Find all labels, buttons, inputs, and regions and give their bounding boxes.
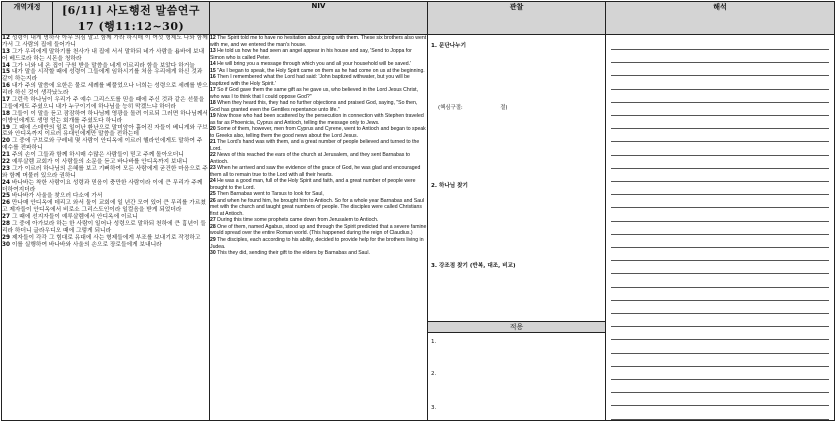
korean-verse-text: 만나매 안디옥에 데리고 와서 둘이 교회에 일 년간 모여 있어 큰 무리를 가르쳤고 제자들이 안디옥에서 비로소 그리스도인이라 일컬음을 받게 되었더라 <box>2 200 206 214</box>
niv-verse-text: He told us how he had seen an angel appear in his house and say, 'Send to Joppa for Simon who is called Peter. <box>210 48 412 61</box>
korean-verse-number: 26 <box>2 200 11 207</box>
niv-verse-text: This they did, sending their gift to the elders by Barnabas and Saul. <box>217 250 370 257</box>
korean-verse-number: 20 <box>2 138 11 145</box>
niv-verse-number: 19 <box>210 113 216 120</box>
writing-line <box>611 273 829 274</box>
niv-text-column <box>210 35 428 421</box>
application-item-2: 2. <box>431 371 437 377</box>
header-col-interpretation <box>606 2 835 35</box>
niv-verse <box>210 165 427 178</box>
header-niv-label: NIV <box>311 2 326 10</box>
writing-line <box>611 392 829 393</box>
niv-verse-text: He was a good man, full of the Holy Spirit and faith, and a great number of people were brought to the Lord. <box>210 178 416 191</box>
korean-verse-text: 바나바가 사울을 찾으러 다소에 가서 <box>11 193 103 200</box>
niv-verse <box>210 250 427 257</box>
niv-verse <box>210 237 427 250</box>
niv-verse-text: Then Barnabas went to Tarsus to look for Saul, <box>217 191 324 198</box>
niv-verse <box>210 152 427 165</box>
niv-verse-text: During this time some prophets came down from Jerusalem to Antioch. <box>217 217 379 224</box>
korean-verse-text: 그가 이르러 하나님의 은혜를 보고 기뻐하여 모든 사람에게 굳건한 마음으로 주와 함께 머물러 있으라 권하니 <box>2 165 208 179</box>
korean-verse-number: 23 <box>2 165 11 172</box>
korean-verse <box>2 200 209 214</box>
korean-verse-number: 14 <box>2 62 11 69</box>
writing-line <box>611 260 829 261</box>
niv-verse-text: Now those who had been scattered by the persecution in connection with Stephen traveled as far as Phoenicia, Cyprus and Antioch, telling the message only to Jews. <box>210 113 424 126</box>
korean-verse-text: 이를 실행하여 바나바와 사울의 손으로 장로들에게 보내니라 <box>11 241 162 248</box>
korean-verse-list <box>2 35 209 249</box>
header-observation-label: 관찰 <box>509 3 524 11</box>
korean-verse-text: 바나바는 착한 사람이요 성령과 믿음이 충만한 사람이라 이에 큰 무리가 주께 더하여지더라 <box>2 179 203 193</box>
writing-line <box>611 287 829 288</box>
niv-verse-number: 15 <box>210 67 216 74</box>
korean-verse-number: 29 <box>2 234 11 241</box>
writing-line <box>611 221 829 222</box>
niv-verse-number: 29 <box>210 236 216 243</box>
korean-verse <box>2 69 209 83</box>
page-title: [6/11] 사도행전 말씀연구 17 (행11:12~30) <box>61 4 201 33</box>
body-row <box>2 35 835 421</box>
writing-line <box>611 300 829 301</box>
niv-verse-text: Then I remembered what the Lord had said: 'John baptized withwater, but you will be baptized with the Holy Spirit.' <box>210 74 410 87</box>
korean-verse <box>2 83 209 97</box>
niv-verse-number: 30 <box>210 250 216 257</box>
writing-line <box>611 168 829 169</box>
niv-verse-number: 23 <box>210 165 216 172</box>
writing-line <box>611 419 829 420</box>
niv-verse-text: The Lord's hand was with them, and a great number of people believed and turned to the Lord. <box>210 139 420 152</box>
interpretation-column <box>606 35 835 421</box>
niv-verse <box>210 139 427 152</box>
writing-line <box>611 405 829 406</box>
korean-verse <box>2 35 209 49</box>
korean-verse-number: 12 <box>2 35 11 41</box>
niv-verse <box>210 35 427 48</box>
korean-verse-number: 17 <box>2 97 11 104</box>
niv-verse-number: 14 <box>210 61 216 68</box>
korean-verse <box>2 159 209 166</box>
niv-verse <box>210 100 427 113</box>
writing-line <box>611 247 829 248</box>
korean-verse <box>2 242 209 249</box>
header-col-niv <box>210 2 428 35</box>
korean-verse-number: 28 <box>2 221 11 228</box>
korean-verse-number: 22 <box>2 159 11 166</box>
korean-verse-text: 그 때에 스데반의 일로 일어난 환난으로 말미암아 흩어진 자들이 베니게와 구브로와 안디옥까지 이르러 유대인에게만 말씀을 전하는데 <box>2 124 208 138</box>
korean-verse-text: 그 중에 아가보라 하는 한 사람이 일어나 성령으로 말하되 천하에 큰 흉년이 들리라 하더니 글라우디오 때에 그렇게 되니라 <box>2 221 206 234</box>
header-col-korean <box>2 2 210 35</box>
core-verse-label <box>438 103 508 111</box>
korean-verse-number: 21 <box>2 152 11 159</box>
korean-verse-text: 내가 주의 말씀에 요한은 물로 세례를 베풀었으나 너희는 성령으로 세례를 받으리라 하신 것이 생각났노라 <box>2 83 208 97</box>
korean-verse-number: 16 <box>2 83 11 90</box>
niv-verse <box>210 48 427 61</box>
korean-verse <box>2 49 209 63</box>
niv-verse-number: 17 <box>210 87 216 94</box>
korean-verse-number: 13 <box>2 48 11 55</box>
niv-verse-number: 12 <box>210 35 216 41</box>
niv-verse-text: and when he found him, he brought him to Antioch. So for a whole year Barnabas and Saul met with the church and taught great numbers of people. The disciples were called Christians first at Antioch. <box>210 197 425 217</box>
niv-verse-text: One of them, named Agabus, stood up and through the Spirit predicted that a severe famine would spread over the entire Roman world. (This happened during the reign of Claudius.) <box>210 223 427 237</box>
niv-verse-number: 16 <box>210 74 216 81</box>
korean-verse <box>2 97 209 111</box>
korean-verse <box>2 235 209 242</box>
writing-line <box>611 234 829 235</box>
writing-line <box>611 326 829 327</box>
niv-verse <box>210 198 427 218</box>
niv-verse-number: 27 <box>210 217 216 224</box>
niv-verse <box>210 113 427 126</box>
korean-verse-number: 24 <box>2 179 11 186</box>
writing-line <box>611 89 829 90</box>
find-god-label: 2. 하나님 찾기 <box>431 183 468 189</box>
core-verse-open: (핵심구절: <box>438 105 463 111</box>
korean-verse-text: 예루살렘 교회가 이 사람들의 소문을 듣고 바나바를 안디옥까지 보내니 <box>11 159 188 166</box>
niv-verse-text: He will bring you a message through which you and all your household will be saved.' <box>217 61 412 68</box>
niv-verse-text: "As I began to speak, the Holy Spirit came on them as he had come on us at the beginning. <box>217 67 425 74</box>
korean-verse-number: 15 <box>2 69 11 76</box>
writing-line <box>611 339 829 340</box>
niv-verse-text: So if God gave them the same gift as he gave us, who believed in the Lord Jesus Christ, who was I to think that I could oppose God?" <box>210 87 419 100</box>
writing-line <box>611 366 829 367</box>
niv-verse-text: News of this reached the ears of the church at Jerusalem, and they sent Barnabas to Antioch. <box>210 152 411 165</box>
observation-column <box>428 35 606 421</box>
korean-text-column <box>2 35 210 421</box>
core-verse-close: 절) <box>500 105 508 111</box>
niv-verse-number: 24 <box>210 178 216 185</box>
niv-verse-number: 13 <box>210 48 216 55</box>
paragraph-division-label: 1. 문단나누기 <box>431 43 466 49</box>
niv-verse-text: When they heard this, they had no further objections and praised God, saying, "So then, God has granted even the Gentiles repentance unto life." <box>210 100 418 113</box>
niv-verse-number: 21 <box>210 139 216 146</box>
writing-line <box>611 379 829 380</box>
korean-verse-text: 성령이 내게 명하사 아무 의심 말고 함께 가라 하시매 이 여섯 형제도 나와 함께 가서 그 사람의 집에 들어가니 <box>2 35 208 48</box>
niv-verse <box>210 126 427 139</box>
writing-line <box>611 49 829 50</box>
korean-verse-number: 18 <box>2 110 11 117</box>
korean-verse-text: 주의 손이 그들과 함께 하시매 수많은 사람들이 믿고 주께 돌아오더니 <box>11 152 184 159</box>
korean-verse-number: 30 <box>2 241 11 248</box>
writing-line <box>611 155 829 156</box>
writing-line <box>611 181 829 182</box>
korean-verse-text: 그런즉 하나님이 우리가 주 예수 그리스도를 믿을 때에 주신 것과 같은 선물을 그들에게도 주셨으니 내가 누구이기에 하나님을 능히 막겠느냐 하더라 <box>2 97 205 110</box>
writing-line <box>611 115 829 116</box>
writing-line <box>611 128 829 129</box>
korean-verse <box>2 125 209 139</box>
korean-verse-text: 그가 우리에게 말하기를 천사가 내 집에 서서 말하되 네가 사람을 욥바에 보내어 베드로라 하는 시몬을 청하라 <box>2 48 205 62</box>
korean-verse-text: 제자들이 각각 그 힘대로 유대에 사는 형제들에게 부조를 보내기로 작정하고 <box>11 234 201 241</box>
header-row <box>2 2 835 35</box>
niv-verse-number: 28 <box>210 223 216 230</box>
header-krv-label: 개역개정 <box>2 2 53 34</box>
niv-verse-text: Some of them, however, men from Cyprus and Cyrene, went to Antioch and began to speak to Greeks also, telling them the good news about the Lord Jesus. <box>210 126 426 139</box>
korean-verse <box>2 221 209 235</box>
writing-line <box>611 207 829 208</box>
niv-verse-text: The Spirit told me to have no hesitation about going with them. These six brothers also went with me, and we entered the man's house. <box>210 35 427 48</box>
korean-verse <box>2 138 209 152</box>
korean-verse-text: 그가 너와 네 온 집이 구원 받을 말씀을 네게 이르리라 함을 보았다 하거늘 <box>11 62 195 69</box>
application-header: 적용 <box>428 321 605 333</box>
korean-verse <box>2 152 209 159</box>
interpretation-writing-lines <box>606 35 834 420</box>
korean-verse <box>2 166 209 180</box>
niv-verse <box>210 178 427 191</box>
korean-verse <box>2 180 209 194</box>
niv-verse-number: 22 <box>210 152 216 159</box>
korean-verse-text: 내가 말을 시작할 때에 성령이 그들에게 임하시기를 처음 우리에게 하신 것과 같이 하는지라 <box>2 69 203 83</box>
emphasis-label: 3. 강조점 찾기 (반복, 대조, 비교) <box>431 263 516 269</box>
writing-line <box>611 194 829 195</box>
niv-verse-number: 26 <box>210 197 216 204</box>
application-item-1: 1. <box>431 339 437 345</box>
writing-line <box>611 75 829 76</box>
writing-line <box>611 313 829 314</box>
niv-verse-text: When he arrived and saw the evidence of the grace of God, he was glad and encouraged them all to remain true to the Lord with all their hearts. <box>210 165 421 178</box>
korean-verse <box>2 214 209 221</box>
niv-verse <box>210 87 427 100</box>
writing-line <box>611 102 829 103</box>
korean-verse <box>2 111 209 125</box>
writing-line <box>611 353 829 354</box>
niv-verse-text: The disciples, each according to his ability, decided to provide help for the brothers living in Judea. <box>210 236 424 250</box>
writing-line <box>611 141 829 142</box>
niv-verse <box>210 224 427 237</box>
niv-verse <box>210 74 427 87</box>
korean-verse-text: 그 중에 구브로와 구레네 몇 사람이 안디옥에 이르러 헬라인에게도 말하여 주 예수를 전파하니 <box>2 138 203 152</box>
writing-line <box>611 62 829 63</box>
study-sheet <box>1 1 835 421</box>
application-item-3: 3. <box>431 405 437 411</box>
korean-verse-number: 27 <box>2 214 11 221</box>
niv-verse-number: 18 <box>210 100 216 107</box>
niv-verse-list <box>210 35 427 257</box>
korean-verse-number: 19 <box>2 124 11 131</box>
korean-verse-text: 그 때에 선지자들이 예루살렘에서 안디옥에 이르니 <box>11 214 138 221</box>
korean-verse-number: 25 <box>2 193 11 200</box>
header-interpretation-label: 해석 <box>713 3 727 11</box>
observation-notes <box>428 35 605 420</box>
header-col-observation <box>428 2 606 35</box>
korean-verse-text: 그들이 이 말을 듣고 잠잠하여 하나님께 영광을 돌려 이르되 그러면 하나님께서 이방인에게도 생명 얻는 회개를 주셨도다 하니라 <box>2 110 208 124</box>
niv-verse-number: 20 <box>210 126 216 133</box>
niv-verse-number: 25 <box>210 191 216 198</box>
